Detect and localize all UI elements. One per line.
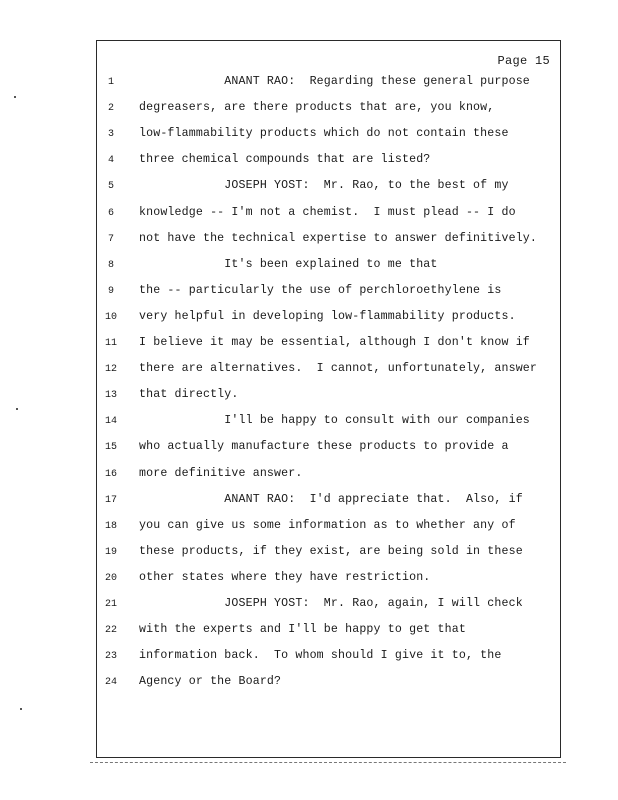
line-number: 3 [107,129,114,141]
line-number: 20 [104,572,117,584]
line-text: degreasers, are there products that are, you know, [139,101,495,115]
line-text: I'll be happy to consult with our companies [139,414,530,428]
line-number: 11 [104,338,117,349]
line-text: I believe it may be essential, although I don't know if [139,336,530,349]
transcript-line [97,675,560,701]
line-text: low-flammability products which do not contain these [139,127,509,141]
line-number: 24 [104,677,117,689]
line-text: JOSEPH YOST: Mr. Rao, again, I will check [139,597,523,610]
line-text: It's been explained to me that [139,257,438,271]
transcript-line [97,101,560,127]
transcript-line [97,206,560,232]
line-number: 14 [104,416,117,428]
line-number: 1 [107,77,114,88]
page-number: Page 15 [497,54,550,68]
line-number: 19 [104,546,117,558]
line-number: 21 [104,599,117,610]
line-text: who actually manufacture these products to provide a [139,440,509,454]
scan-speck [14,96,16,98]
transcript-line [97,545,560,571]
transcript-line [97,519,560,545]
line-number: 18 [104,520,117,532]
line-number: 23 [104,651,117,663]
line-number: 5 [107,181,114,193]
scan-speck [16,408,18,410]
transcript-line [97,127,560,153]
transcript-line [97,284,560,310]
transcript-line [97,597,560,623]
transcript-line [97,623,560,649]
bottom-rule [90,762,566,763]
line-text: with the experts and I'll be happy to get that [139,623,466,637]
transcript-line [97,310,560,336]
line-number: 12 [104,364,117,376]
transcript-line [97,388,560,414]
line-text: JOSEPH YOST: Mr. Rao, to the best of my [139,179,509,193]
line-text: three chemical compounds that are listed? [139,153,431,167]
transcript-line [97,75,560,101]
line-text: ANANT RAO: I'd appreciate that. Also, if [139,492,523,506]
transcript-line [97,179,560,205]
transcript-line [97,414,560,440]
line-text: there are alternatives. I cannot, unfortunately, answer [139,362,538,376]
line-text: more definitive answer. [139,466,303,480]
transcript-line [97,571,560,597]
line-text: that directly. [139,388,239,402]
line-text: you can give us some information as to whether any of [139,518,516,532]
line-text: very helpful in developing low-flammability products. [139,309,516,323]
scan-speck [20,708,22,710]
transcript-line [97,362,560,388]
line-text: ANANT RAO: Regarding these general purpose [139,75,530,88]
line-number: 7 [107,233,114,245]
line-number: 2 [107,103,114,115]
line-number: 13 [104,390,117,402]
transcript-line [97,336,560,362]
line-number: 16 [104,468,117,480]
transcript-line [97,440,560,466]
line-text: knowledge -- I'm not a chemist. I must plead -- I do [139,205,516,219]
line-number: 17 [104,494,117,506]
transcript-line [97,232,560,258]
transcript-line [97,258,560,284]
line-number: 22 [104,625,117,637]
line-number: 9 [107,285,114,297]
line-number: 15 [104,442,117,454]
transcript-page [96,40,561,758]
line-number: 4 [107,155,114,167]
transcript-line [97,467,560,493]
line-text: these products, if they exist, are being sold in these [139,544,523,558]
line-number: 8 [107,259,114,271]
transcript-line [97,493,560,519]
line-text: the -- particularly the use of perchloroethylene is [139,283,502,297]
transcript-line [97,153,560,179]
line-text: information back. To whom should I give it to, the [139,649,502,663]
line-text: not have the technical expertise to answer definitively. [139,231,538,245]
transcript-line [97,649,560,675]
line-text: Agency or the Board? [139,675,282,689]
line-number: 10 [104,311,117,323]
line-text: other states where they have restriction. [139,570,431,584]
line-number: 6 [107,207,114,219]
